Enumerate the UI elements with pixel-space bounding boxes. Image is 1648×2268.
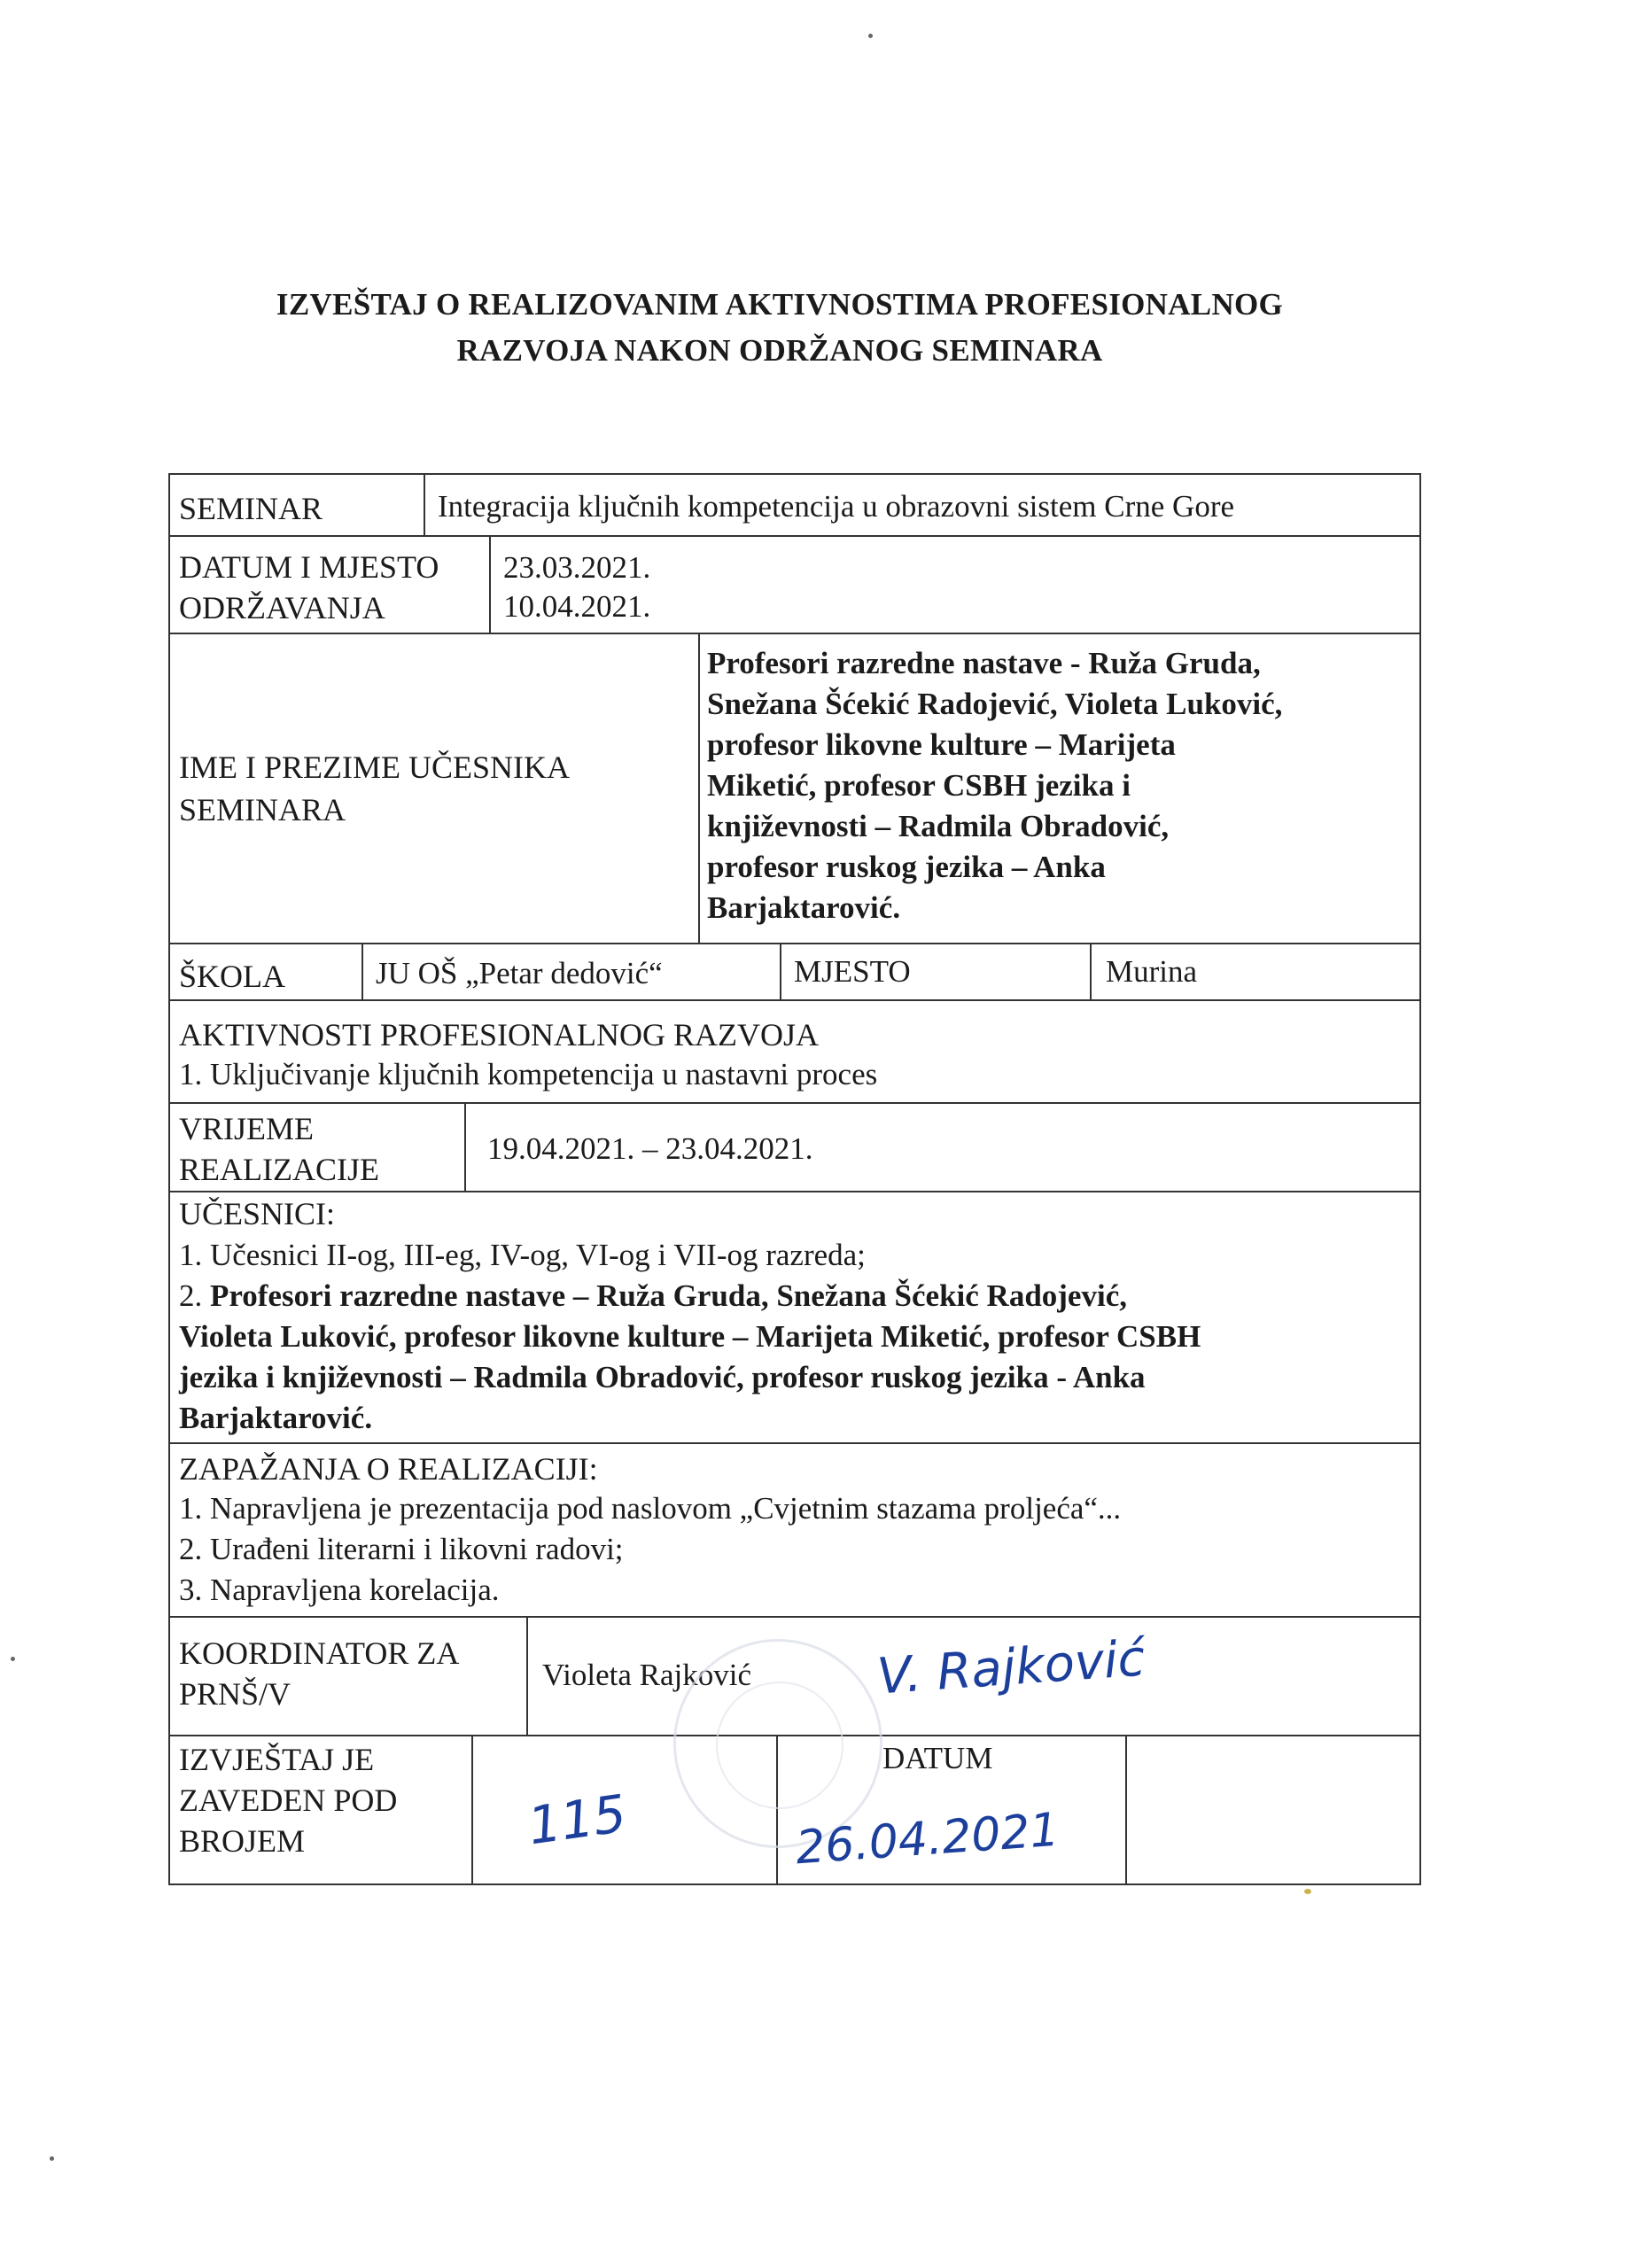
- datum-label-line2: ODRŽAVANJA: [179, 590, 385, 625]
- participants-item-2-line-3: jezika i književnosti – Radmila Obradović, profesor ruskog jezika - Anka: [179, 1360, 1146, 1394]
- participants-seminar-row: [168, 633, 1421, 944]
- participants-item-2-line-4: Barjaktarović.: [179, 1401, 373, 1435]
- participants-item-1: 1. Učesnici II-og, III-eg, IV-og, VI-og i VII-og razreda;: [179, 1238, 866, 1272]
- coordinator-signature: V. Rajković: [875, 1629, 1147, 1706]
- scan-speck: [11, 1657, 15, 1661]
- activities-item: 1. Uključivanje ključnih kompetencija u nastavni proces: [179, 1057, 878, 1091]
- place-value: Murina: [1106, 954, 1198, 989]
- place-value-cell: [1092, 944, 1419, 999]
- participants-item-2-prefix: 2.: [179, 1278, 210, 1313]
- stamp-seal: [673, 1639, 882, 1848]
- time-value: 19.04.2021. – 23.04.2021.: [487, 1131, 813, 1166]
- school-label-cell: [170, 944, 363, 999]
- coordinator-label-line1: KOORDINATOR ZA: [179, 1635, 460, 1671]
- activities-cell: [170, 1001, 1419, 1102]
- participants-line-5: književnosti – Radmila Obradović,: [707, 809, 1170, 843]
- participants-item-2-line-2: Violeta Luković, profesor likovne kulture – Marijeta Miketić, profesor CSBH: [179, 1319, 1201, 1354]
- place-label-cell: [781, 944, 1092, 999]
- scan-speck: [50, 2156, 54, 2161]
- participants-line-7: Barjaktarović.: [707, 890, 901, 925]
- datum-value-2: 10.04.2021.: [503, 589, 651, 624]
- time-label-cell: [170, 1104, 466, 1191]
- participants-line-1: Profesori razredne nastave - Ruža Gruda,: [707, 646, 1261, 680]
- title-line-1: IZVEŠTAJ O REALIZOVANIM AKTIVNOSTIMA PROFESIONALNOG: [276, 287, 1284, 322]
- participants-value-cell: [700, 634, 1419, 943]
- time-label-line2: REALIZACIJE: [179, 1152, 379, 1187]
- participants-line-2: Snežana Šćekić Radojević, Violeta Luković,: [707, 687, 1283, 721]
- time-value-cell: [466, 1104, 1419, 1191]
- report-label-line3: BROJEM: [179, 1823, 306, 1859]
- participants-label: UČESNICI:: [179, 1196, 336, 1231]
- observations-item-1: 1. Napravljena je prezentacija pod naslovom „Cvjetnim stazama proljeća“...: [179, 1491, 1122, 1526]
- coordinator-value: Violeta Rajković: [542, 1658, 752, 1692]
- participants-row: [168, 1191, 1421, 1444]
- coordinator-label-cell: [170, 1618, 528, 1735]
- seminar-row: [168, 473, 1421, 537]
- activities-row: [168, 999, 1421, 1104]
- school-row: [168, 943, 1421, 1001]
- datum-label-line1: DATUM I MJESTO: [179, 549, 439, 585]
- participants-item-2-line-1: Profesori razredne nastave – Ruža Gruda, Snežana Šćekić Radojević,: [210, 1278, 1127, 1313]
- seminar-label: SEMINAR: [179, 491, 323, 526]
- participants-label-line2: SEMINARA: [179, 792, 346, 827]
- observations-item-2: 2. Urađeni literarni i likovni radovi;: [179, 1532, 624, 1566]
- datum-value-cell: [491, 537, 868, 633]
- seminar-value-cell: [425, 475, 1419, 535]
- observations-row: [168, 1442, 1421, 1618]
- report-label-line1: IZVJEŠTAJ JE: [179, 1742, 375, 1777]
- participants-cell: [170, 1192, 1419, 1442]
- participants-label-line1: IME I PREZIME UČESNIKA: [179, 750, 570, 785]
- school-value-cell: [363, 944, 781, 999]
- seminar-label-cell: [170, 475, 425, 535]
- report-date-label: DATUM: [882, 1741, 993, 1775]
- seminar-value: Integracija ključnih kompetencija u obrazovni sistem Crne Gore: [438, 489, 1235, 524]
- school-label: ŠKOLA: [179, 959, 286, 994]
- datum-mjesto-row: [168, 535, 1421, 634]
- participants-item-2: [179, 1276, 1402, 1439]
- page-title: [142, 282, 1418, 374]
- datum-label-cell: [170, 537, 491, 633]
- coordinator-label-line2: PRNŠ/V: [179, 1676, 292, 1712]
- observations-item-3: 3. Napravljena korelacija.: [179, 1573, 500, 1607]
- datum-value-1: 23.03.2021.: [503, 550, 651, 585]
- report-label-cell: [170, 1736, 473, 1884]
- title-line-2: RAZVOJA NAKON ODRŽANOG SEMINARA: [456, 333, 1103, 368]
- scan-speck: [868, 34, 873, 38]
- place-label: MJESTO: [794, 954, 911, 989]
- report-number-handwritten: 115: [524, 1783, 630, 1857]
- time-label-line1: VRIJEME: [179, 1111, 314, 1146]
- participants-label-cell: [170, 634, 700, 943]
- participants-line-6: profesor ruskog jezika – Anka: [707, 850, 1106, 884]
- time-row: [168, 1102, 1421, 1192]
- school-value: JU OŠ „Petar dedović“: [376, 956, 663, 990]
- activities-label: AKTIVNOSTI PROFESIONALNOG RAZVOJA: [179, 1017, 820, 1052]
- participants-line-4: Miketić, profesor CSBH jezika i: [707, 768, 1131, 803]
- observations-label: ZAPAŽANJA O REALIZACIJI:: [179, 1451, 598, 1487]
- stamp-seal-inner: [716, 1682, 843, 1809]
- report-label-line2: ZAVEDEN POD: [179, 1783, 398, 1818]
- report-date-handwritten: 26.04.2021: [794, 1803, 1061, 1876]
- scan-speck: [1304, 1889, 1311, 1894]
- observations-cell: [170, 1444, 1419, 1616]
- report-extra-cell: [1127, 1736, 1419, 1884]
- participants-line-3: profesor likovne kulture – Marijeta: [707, 727, 1176, 762]
